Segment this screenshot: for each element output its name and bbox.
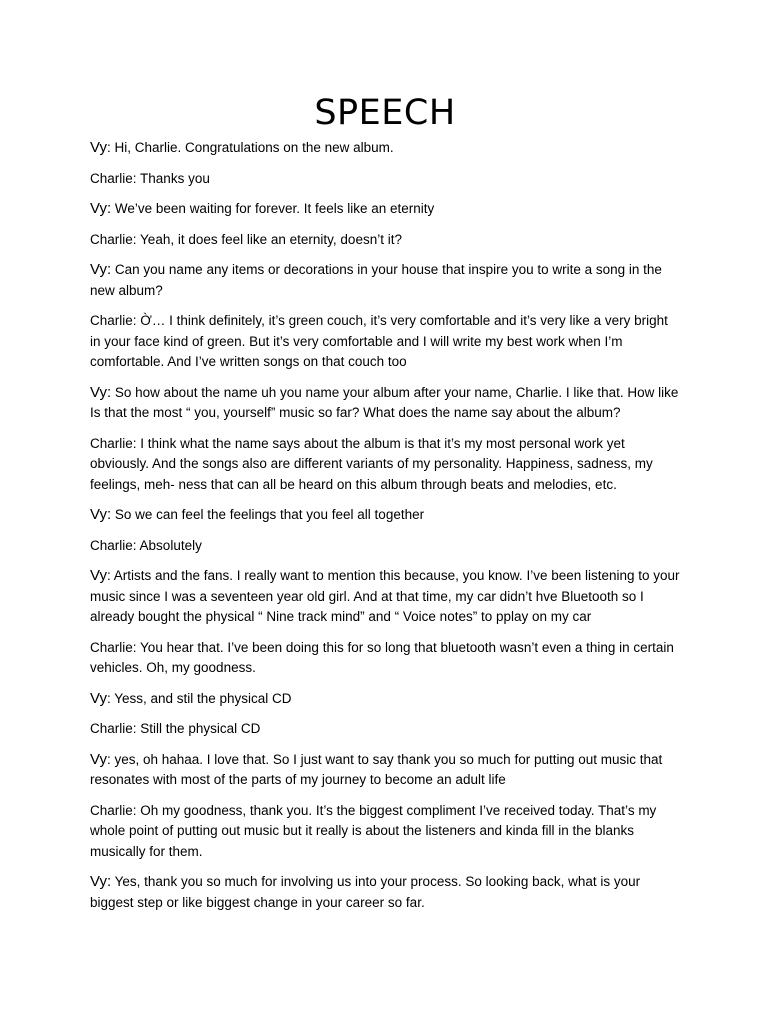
speaker-separator: :: [132, 802, 141, 818]
transcript-line: [90, 138, 680, 159]
speaker-name: Charlie: [90, 802, 133, 818]
line-text: So we can feel the feelings that you feel all together: [114, 507, 425, 522]
speaker-name: Charlie: [90, 639, 133, 655]
transcript-line: [90, 689, 680, 710]
speaker-separator: :: [132, 721, 141, 736]
transcript-line: [90, 505, 680, 526]
transcript-line: [90, 434, 680, 496]
transcript-line: [90, 311, 680, 373]
transcript: [90, 138, 680, 913]
speaker-name: Vy:: [90, 873, 112, 890]
line-text: Yeah, it does feel like an eternity, doesn’t it?: [140, 231, 402, 247]
transcript-line: [90, 260, 680, 301]
transcript-line: [90, 536, 680, 557]
line-text: Still the physical CD: [140, 721, 261, 736]
line-text: Thanks you: [140, 170, 210, 186]
line-text: Artists and the fans. I really want to mention this because, you know. I’ve been listening to your music since I was a seventeen year old girl. And at that time, my car didn’t hve Bluetooth so I already bought the physical “ Nine track mind” and “ Voice notes” to pplay on my car: [90, 568, 680, 624]
speaker-separator: :: [106, 140, 115, 155]
line-text: I think what the name says about the album is that it’s my most personal work yet obviously. And the songs also are different variants of my personality. Happiness, sadness, my feelings, meh- ness that can all be heard on this album through beats and melodies, etc.: [90, 435, 653, 492]
document-title: SPEECH: [314, 93, 456, 133]
line-text: Can you name any items or decorations in your house that inspire you to write a song in the new album?: [90, 262, 662, 298]
line-text: You hear that. I’ve been doing this for so long that bluetooth wasn’t even a thing in certain vehicles. Oh, my goodness.: [90, 639, 674, 675]
line-text: Yes, thank you so much for involving us into your process. So looking back, what is your biggest step or like biggest change in your career so far.: [90, 874, 641, 910]
speaker-separator: :: [132, 170, 141, 186]
transcript-line: [90, 199, 680, 220]
line-text: Yess, and stil the physical CD: [114, 690, 292, 706]
speaker-name: Vy: [90, 139, 107, 156]
speaker-name: Vy:: [90, 506, 112, 523]
speaker-name: Vy: [90, 567, 107, 584]
speaker-name: Charlie: [90, 313, 133, 328]
line-text: yes, oh hahaa. I love that. So I just want to say thank you so much for putting out music that resonates with most of the parts of my journey to become an adult life: [90, 751, 663, 787]
speaker-separator: :: [106, 690, 115, 706]
speaker-separator: :: [106, 568, 114, 583]
speaker-name: Vy: [90, 689, 107, 707]
speaker-name: Charlie: [90, 435, 133, 451]
speaker-name: Vy:: [90, 383, 112, 401]
line-text: We’ve been waiting for forever. It feels like an eternity: [114, 201, 435, 216]
transcript-line: [90, 638, 680, 679]
transcript-line: [90, 383, 680, 424]
speaker-separator: :: [132, 537, 140, 553]
line-text: Absolutely: [139, 537, 202, 553]
line-text: Oh my goodness, thank you. It’s the biggest compliment I’ve received today. That’s my whole point of putting out music but it really is about the listeners and kinda fill in the blanks musically for them.: [90, 802, 657, 859]
line-text: Ờ… I think definitely, it’s green couch, it’s very comfortable and it’s very like a very bright in your face kind of green. But it’s very comfortable and I will write my best work when I’m comfortable. And I’ve written songs on that couch too: [90, 313, 668, 369]
speaker-separator: :: [132, 313, 141, 328]
speaker-separator: :: [132, 435, 141, 451]
speaker-separator: :: [132, 231, 141, 247]
transcript-line: [90, 719, 680, 740]
line-text: Hi, Charlie. Congratulations on the new album.: [114, 140, 394, 155]
speaker-name: Charlie: [90, 537, 133, 553]
speaker-name: Vy: [90, 750, 107, 768]
transcript-line: [90, 750, 680, 791]
transcript-line: [90, 566, 680, 628]
speaker-name: Vy:: [90, 200, 112, 217]
transcript-line: [90, 230, 680, 251]
speaker-separator: :: [132, 639, 141, 655]
speaker-name: Charlie: [90, 721, 133, 736]
transcript-line: [90, 872, 680, 913]
speaker-name: Charlie: [90, 170, 133, 186]
transcript-line: [90, 801, 680, 863]
transcript-line: [90, 169, 680, 190]
speaker-name: Charlie: [90, 231, 133, 247]
speaker-name: Vy:: [90, 261, 112, 278]
speaker-separator: :: [106, 751, 115, 767]
line-text: So how about the name uh you name your album after your name, Charlie. I like that. How like Is that the most “ you, yourself” music so far? What does the name say about the album?: [90, 384, 679, 420]
